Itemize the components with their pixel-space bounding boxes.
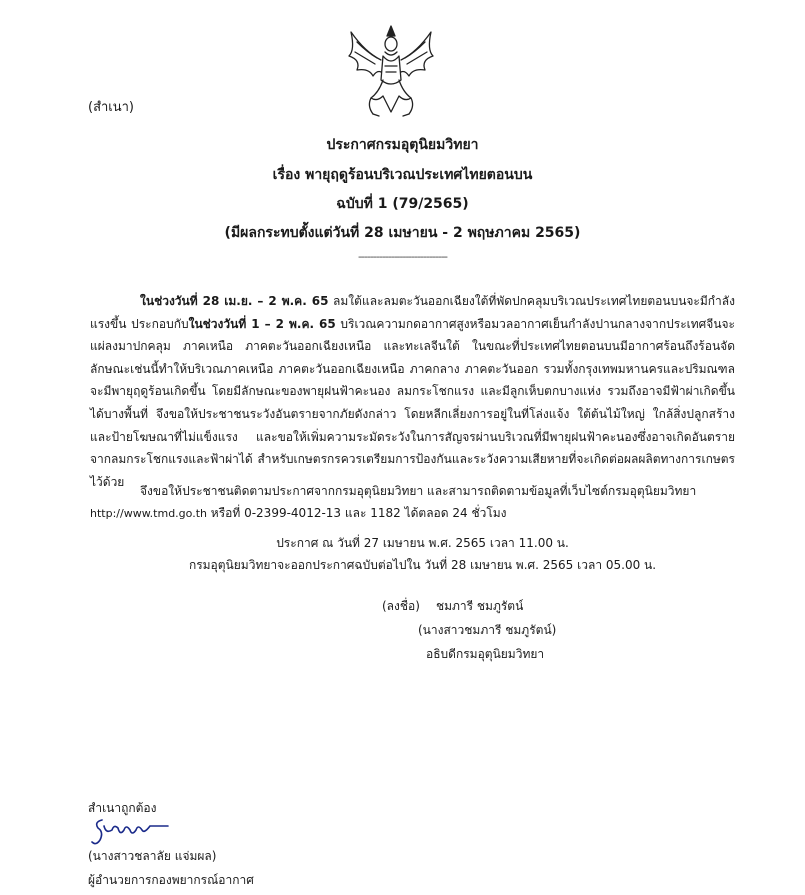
period-highlight-2: ในช่วงวันที่ 1 – 2 พ.ค. 65 bbox=[188, 316, 336, 331]
signed-name: ชมภารี ชมภูรัตน์ bbox=[435, 599, 524, 613]
body-text-2: บริเวณความกดอากาศสูงหรือมวลอากาศเย็นกำลังปานกลางจากประเทศจีนจะแผ่ลงมาปกคลุม ภาคเหนือ ภาคตะวันออกเฉียงเหนือ และทะเลจีนใต้ ในขณะที่ประเทศไทยตอนบนมีอากาศร้อนถึงร้อนจัด ลักษณะเช่นนี้ทำให้บริเวณภาคเหนือ ภาคตะวันออกเฉียงเหนือ ภาคกลาง ภาคตะวันออก รวมทั้งกรุงเทพมหานครและปริมณฑล จะมีพายุฤดูร้อนเกิดขึ้น โดยมีลักษณะของพายุฝนฟ้าคะนอง ลมกระโชกแรง และมีลูกเห็บตกบางแห่ง รวมถึงอาจมีฟ้าผ่าเกิดขึ้นได้บางพื้นที่ จึงขอให้ประชาชนระวังอันตรายจากภัยดังกล่าว โดยหลีกเลี่ยงการอยู่ในที่โล่งแจ้ง ใต้ต้นไม้ใหญ่ ใกล้สิ่งปลูกสร้างและป้ายโฆษณาที่ไม่แข็งแรง และขอให้เพิ่มความระมัดระวังในการสัญจรผ่านบริเวณที่มีพายุฝนฟ้าคะนองซึ่งอาจเกิดอันตรายจากลมกระโชกแรงและฟ้าผ่าได้ สำหรับเกษตรกรควรเตรียมการป้องกันและระวังความเสียหายที่จะเกิดต่อผลผลิตทางการเกษตรไว้ด้วย bbox=[90, 316, 735, 489]
certifier-name: (นางสาวชลาลัย แจ่มผล) bbox=[88, 849, 217, 863]
next-issue-datetime: กรมอุตุนิยมวิทยาจะออกประกาศฉบับต่อไปใน วันที่ 28 เมษายน พ.ศ. 2565 เวลา 05.00 น. bbox=[188, 558, 657, 572]
announcement-subject: เรื่อง พายุฤดูร้อนบริเวณประเทศไทยตอนบน bbox=[272, 167, 533, 183]
issued-datetime: ประกาศ ณ วันที่ 27 เมษายน พ.ศ. 2565 เวลา 11.00 น. bbox=[276, 536, 569, 550]
copy-marker: (สำเนา) bbox=[88, 100, 135, 115]
hotline-text: หรือที่ 0-2399-4012-13 และ 1182 ได้ตลอด 24 ชั่วโมง bbox=[206, 506, 507, 520]
signature-line bbox=[382, 597, 523, 616]
certifier-position: ผู้อำนวยการกองพยากรณ์อากาศ bbox=[88, 873, 254, 887]
follow-up-text: จึงขอให้ประชาชนติดตามประกาศจากกรมอุตุนิยมวิทยา และสามารถติดตามข้อมูลที่เว็บไซต์กรมอุตุนิยมวิทยา bbox=[140, 484, 697, 498]
period-highlight-1: ในช่วงวันที่ 28 เม.ย. – 2 พ.ค. 65 bbox=[140, 294, 329, 308]
follow-up-paragraph bbox=[90, 480, 735, 525]
separator-line: ------------------------------ bbox=[357, 250, 448, 263]
signed-label: (ลงชื่อ) bbox=[382, 599, 420, 613]
announcement-body bbox=[90, 290, 735, 493]
signatory-full-name: (นางสาวชมภารี ชมภูรัตน์) bbox=[418, 623, 557, 637]
announcement-title: ประกาศกรมอุตุนิยมวิทยา bbox=[326, 137, 479, 153]
body-text-1: ลมใต้และลมตะวันออกเฉียงใต้ที่พัดปกคลุมบริเวณประเทศไทยตอนบนจะมีกำลังแรงขึ้น ประกอบกับ bbox=[90, 294, 735, 331]
website-link[interactable]: http://www.tmd.go.th bbox=[90, 507, 207, 520]
announcement-issue-number: ฉบับที่ 1 (79/2565) bbox=[336, 196, 469, 212]
garuda-emblem-icon bbox=[343, 22, 439, 120]
certified-copy-label: สำเนาถูกต้อง bbox=[88, 801, 157, 815]
announcement-effective-period: (มีผลกระทบตั้งแต่วันที่ 28 เมษายน - 2 พฤษภาคม 2565) bbox=[224, 225, 581, 241]
handwritten-signature bbox=[90, 812, 170, 850]
signatory-position: อธิบดีกรมอุตุนิยมวิทยา bbox=[426, 647, 545, 661]
